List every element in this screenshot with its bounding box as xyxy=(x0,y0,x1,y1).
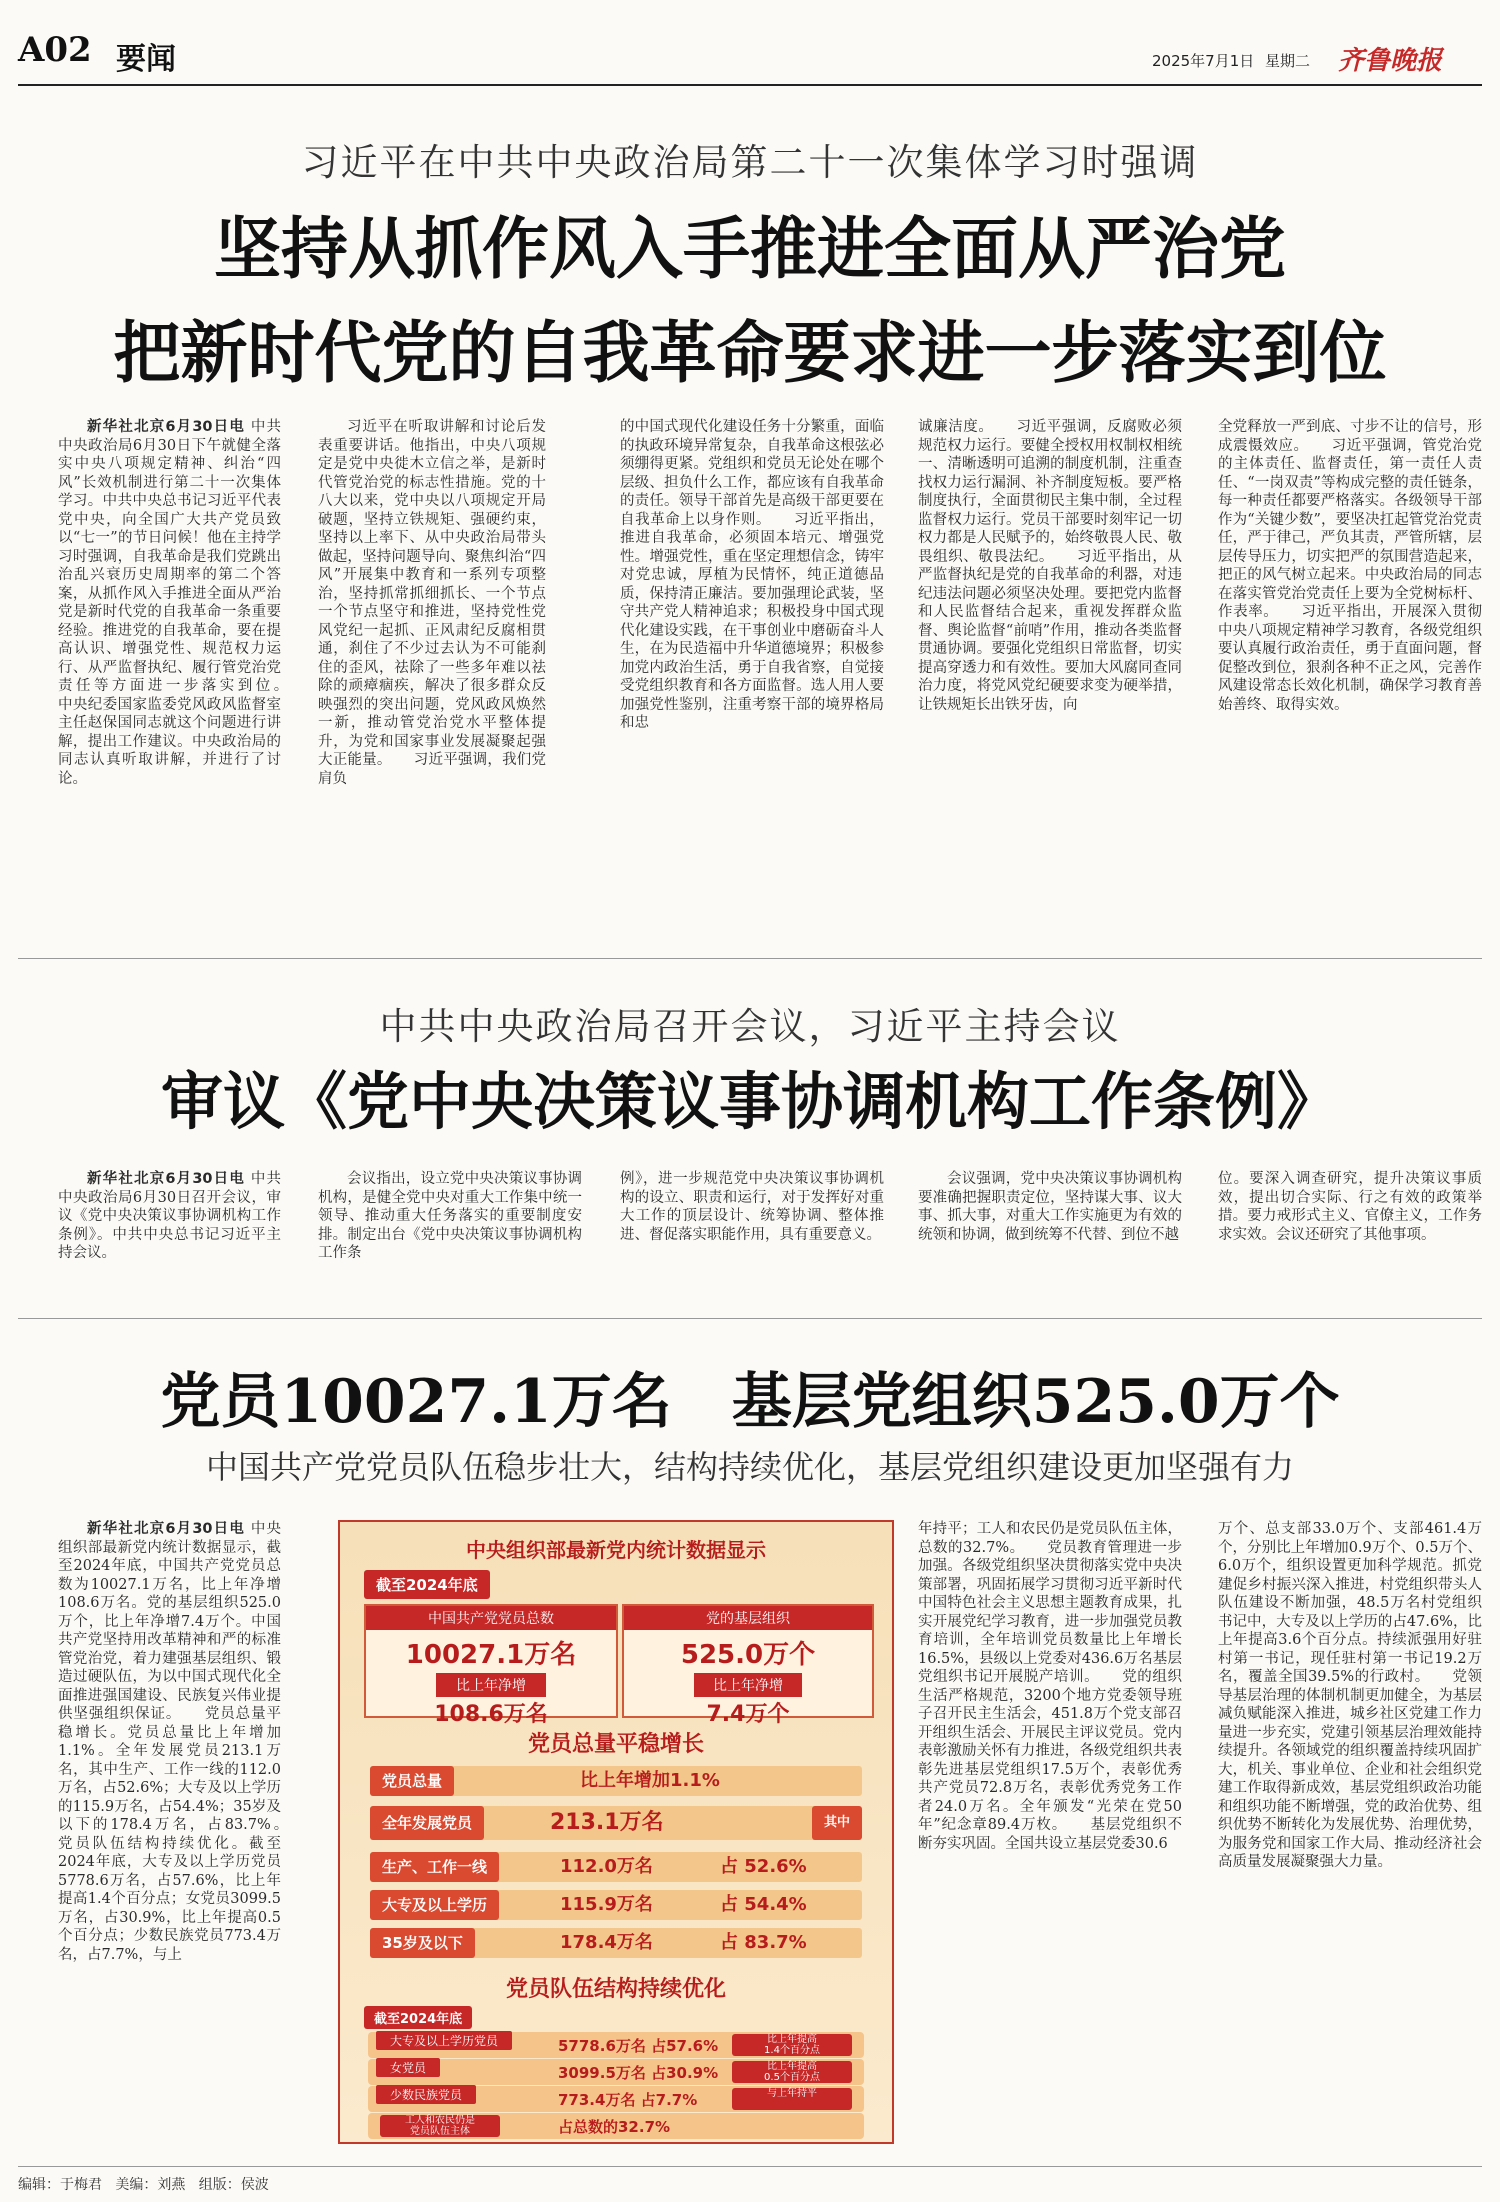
structure-pill-label: 少数民族党员 xyxy=(376,2085,476,2104)
total-growth-row xyxy=(370,1766,862,1796)
structure-pill xyxy=(368,2086,864,2112)
dev-breakdown-label: 35岁及以下 xyxy=(370,1928,475,1958)
members-total-box xyxy=(364,1604,618,1727)
story2-col5-text: 位。要深入调查研究，提升决策议事质效，提出切合实际、行之有效的政策举措。要力戒形式主义、官僚主义，工作务求实效。会议还研究了其他事项。 xyxy=(1218,1171,1482,1243)
band-structure: 党员队伍结构持续优化 xyxy=(505,1977,726,2002)
dev-breakdown-label: 大专及以上学历 xyxy=(370,1890,499,1920)
story3-column-3 xyxy=(918,1520,1182,2160)
stats-infographic xyxy=(338,1520,894,2144)
page-number: A02 xyxy=(18,30,92,70)
structure-pill-label: 女党员 xyxy=(376,2058,440,2077)
structure-pill-value: 773.4万名 占7.7% xyxy=(558,2091,698,2109)
dev-members-value: 213.1万名 xyxy=(550,1810,664,1835)
dev-breakdown-pct: 占 54.4% xyxy=(720,1894,807,1915)
story2-column-2 xyxy=(318,1170,582,1300)
orgs-total-value: 525.0万个 xyxy=(680,1640,816,1670)
masthead-rule xyxy=(18,84,1482,86)
total-growth-value: 比上年增加1.1% xyxy=(580,1770,720,1791)
story1-headline-2: 把新时代党的自我革命要求进一步落实到位 xyxy=(113,313,1387,392)
dev-members-label: 全年发展党员 xyxy=(370,1806,484,1840)
infographic-title: 中央组织部最新党内统计数据显示 xyxy=(466,1538,766,1562)
issue-weekday: 星期二 xyxy=(1265,52,1311,70)
dev-breakdown-value: 178.4万名 xyxy=(560,1932,653,1953)
story2-col1-text: 中共中央政治局6月30日召开会议，审议《党中央决策议事协调机构工作条例》。中共中央总书记习近平主持会议。 xyxy=(58,1171,282,1261)
dev-breakdown-pct: 占 52.6% xyxy=(720,1856,807,1877)
story1-col1-text: 中共中央政治局6月30日下午就健全落实中央八项规定精神、纠治“四风”长效机制进行第二十一次集体学习。中共中央总书记习近平代表党中央，向全国广大共产党员致以“七一”的节日问候！他在主持学习时强调，自我革命是我们党跳出治乱兴衰历史周期率的第二个答案，从抓作风入手推进全面从严治党是新时代党的自我革命一条重要经验。推进党的自我革命，要在提高认识、增强党性、规范权力运行、从严监督执纪、履行管党治党责任等方面进一步落实到位。 中央纪委国家监委党风政风监督室主任赵保国同志就这个问题进行讲解，提出工作建议。中央政治局的同志认真听取讲解，并进行了讨论。 xyxy=(58,419,310,787)
orgs-increase-value: 7.4万个 xyxy=(706,1702,790,1727)
divider-2 xyxy=(18,1318,1482,1319)
workers-farmers-pill xyxy=(368,2113,864,2139)
members-increase-label: 比上年净增 xyxy=(436,1673,546,1697)
structure-pill xyxy=(368,2059,864,2085)
story1-column-1 xyxy=(58,418,310,938)
dev-members-row xyxy=(370,1806,862,1840)
story2-col2-text: 会议指出，设立党中央决策议事协调机构，是健全党中央对重大工作集中统一领导、推动重大任务落实的重要制度安排。制定出台《党中央决策议事协调机构工作条 xyxy=(318,1171,582,1261)
story3-subhead: 中国共产党党员队伍稳步壮大，结构持续优化，基层党组织建设更加坚强有力 xyxy=(205,1448,1294,1486)
story1-column-3 xyxy=(620,418,884,938)
story1-headline-1: 坚持从抓作风入手推进全面从严治党 xyxy=(214,209,1286,288)
story2-col3-text: 例》，进一步规范党中央决策议事协调机构的设立、职责和运行，对于发挥好对重大工作的顶层设计、统筹协调、整体推进、督促落实职能作用，具有重要意义。 xyxy=(620,1171,884,1243)
credit-editor: 编辑：于梅君 xyxy=(18,2177,102,2193)
story3-col1-text: 中央组织部最新党内统计数据显示，截至2024年底，中国共产党党员总数为10027.1万名，比上年净增108.6万名。党的基层组织525.0万个，比上年净增7.4万个。中国共产党坚持用改革精神和严的标准管党治党，着力建强基层组织、锻造过硬队伍，为以中国式现代化全面推进强国建设、民族复兴伟业提供坚强组织保证。 党员总量平稳增长。党员总量比上年增加1.1%。全年发展党员213.1万名，其中生产、工作一线的112.0万名，占52.6%；大专及以上学历的115.9万名，占54.4%；35岁及以下的178.4万名，占83.7%。 党员队伍结构持续优化。截至2024年底，大专及以上学历党员5778.6万名，占57.6%，比上年提高1.4个百分点；女党员3099.5万名，占30.9%，比上年提高0.5个百分点；少数民族党员773.4万名，占7.7%，与上 xyxy=(58,1521,310,1963)
asof-tag-1: 截至2024年底 xyxy=(364,1570,490,1599)
story3-col2-text: 年持平；工人和农民仍是党员队伍主体，总数的32.7%。 党员教育管理进一步加强。各级党组织坚决贯彻落实党中央决策部署，巩固拓展学习贯彻习近平新时代中国特色社会主义思想主题教育成果，扎实开展党纪学习教育，进一步加强党员教育培训，全年培训党员数量比上年增长16.5%，县级以上党委对436.6万名基层党组织书记开展脱产培训。 党的组织生活严格规范，3200个地方党委领导班子召开民主生活会，451.8万个党支部召开组织生活会、开展民主评议党员。党内表彰激励关怀有力推进，各级党组织共表彰先进基层党组织17.5万个，表彰优秀共产党员72.8万名，表彰优秀党务工作者24.0万名。全年颁发“光荣在党50年”纪念章89.4万枚。 基层党组织不断夯实巩固。全国共设立基层党委30.6 xyxy=(918,1521,1182,1852)
total-growth-label: 党员总量 xyxy=(370,1766,454,1796)
dev-breakdown-row xyxy=(370,1852,862,1882)
story2-byline: 新华社北京6月30日电 xyxy=(87,1171,246,1187)
dev-breakdown-pct: 占 83.7% xyxy=(720,1932,807,1953)
story3-column-1 xyxy=(58,1520,310,2160)
members-increase-value: 108.6万名 xyxy=(434,1702,548,1727)
story2-column-1 xyxy=(58,1170,281,1300)
dev-breakdown-row xyxy=(370,1928,862,1958)
story2-col4-text: 会议强调，党中央决策议事协调机构要准确把握职责定位，坚持谋大事、议大事、抓大事，对重大工作实施更为有效的统领和协调，做到统筹不代替、到位不越 xyxy=(918,1171,1182,1243)
orgs-total-label: 党的基层组织 xyxy=(624,1606,872,1630)
story1-col3-text: 的中国式现代化建设任务十分繁重，面临的执政环境异常复杂，自我革命这根弦必须绷得更紧。党组织和党员无论处在哪个层级、担负什么工作，都应该有自我革命的责任。领导干部首先是高级干部更要在自我革命上以身作则。 习近平指出，推进自我革命，必须固本培元、增强党性。增强党性，重在坚定理想信念，铸牢对党忠诚，厚植为民情怀，纯正道德品质，保持清正廉洁。要加强理论武装，坚守共产党人精神追求；积极投身中国式现代化建设实践，在干事创业中磨砺奋斗人生，在为民造福中升华道德境界；积极参加党内政治生活，勇于自我省察，自觉接受党组织教育和各方面监督。选人用人要加强党性鉴别，注重考察干部的境界格局和忠 xyxy=(620,419,884,731)
structure-pill-value: 5778.6万名 占57.6% xyxy=(558,2037,719,2055)
story2-column-4 xyxy=(918,1170,1182,1300)
dev-members-side: 其中 xyxy=(812,1806,862,1840)
orgs-total-box xyxy=(622,1604,874,1727)
dev-breakdown-row xyxy=(370,1890,862,1920)
dev-breakdown-value: 112.0万名 xyxy=(560,1856,653,1877)
structure-pill xyxy=(368,2032,864,2058)
divider-1 xyxy=(18,958,1482,959)
story3-column-4 xyxy=(1218,1520,1482,2160)
story1-column-2 xyxy=(318,418,546,938)
structure-pill-value: 3099.5万名 占30.9% xyxy=(558,2064,719,2082)
workers-farmers-label: 工人和农民仍是 党员队伍主体 xyxy=(380,2115,500,2137)
structure-pill-change: 比上年提高 0.5个百分点 xyxy=(732,2061,852,2083)
issue-date: 2025年7月1日 xyxy=(1152,52,1255,70)
credit-designer: 美编：刘燕 xyxy=(115,2177,186,2193)
asof-tag-2: 截至2024年底 xyxy=(364,2006,472,2029)
credit-proof: 组版：侯波 xyxy=(198,2177,269,2193)
story2-column-3 xyxy=(620,1170,884,1300)
story1-column-4 xyxy=(918,418,1182,938)
members-total-label: 中国共产党党员总数 xyxy=(366,1606,616,1630)
story1-col2-text: 习近平在听取讲解和讨论后发表重要讲话。他指出，中央八项规定是党中央徙木立信之举，是新时代管党治党的标志性措施。党的十八大以来，党中央以八项规定开局破题，坚持立铁规矩、强硬约束，坚持以上率下、从中央政治局带头做起，坚持问题导向、聚焦纠治“四风”开展集中教育和一系列专项整治，坚持抓常抓细抓长、一个节点一个节点坚守和推进，坚持党性党风党纪一起抓、正风肃纪反腐相贯通，刹住了不少过去认为不可能刹住的歪风，祛除了一些多年难以祛除的顽瘴痼疾，解决了很多群众反映强烈的突出问题，党风政风焕然一新，推动管党治党水平整体提升，为党和国家事业发展凝聚起强大正能量。 习近平强调，我们党肩负 xyxy=(318,419,546,787)
story2-kicker: 中共中央政治局召开会议，习近平主持会议 xyxy=(379,1005,1121,1048)
story1-col4-text: 诚廉洁度。 习近平强调，反腐败必须规范权力运行。要健全授权用权制权相统一、清晰透明可追溯的制度机制，注重查找权力运行漏洞、补齐制度短板。要严格制度执行，全面贯彻民主集中制，全过程监督权力运行。党员干部要时刻牢记一切权力都是人民赋予的，始终敬畏人民、敬畏组织、敬畏法纪。 习近平指出，从严监督执纪是党的自我革命的利器，对违纪违法问题必须坚决处理。要把党内监督和人民监督结合起来，重视发挥群众监督、舆论监督“前哨”作用，推动各类监督贯通协调。要强化党组织日常监督，切实提高穿透力和有效性。要加大风腐同查同治力度，将党风党纪硬要求变为硬举措，让铁规矩长出铁牙齿，向 xyxy=(918,419,1182,713)
paper-logo: 齐鲁晚报 xyxy=(1338,46,1443,76)
credits xyxy=(18,2174,269,2194)
orgs-increase-label: 比上年净增 xyxy=(694,1673,802,1697)
story1-kicker: 习近平在中共中央政治局第二十一次集体学习时强调 xyxy=(301,141,1199,184)
structure-pill-label: 大专及以上学历党员 xyxy=(376,2031,512,2050)
structure-pill-change: 与上年持平 xyxy=(732,2088,852,2110)
workers-farmers-value: 占总数的32.7% xyxy=(558,2118,671,2136)
story1-byline: 新华社北京6月30日电 xyxy=(87,419,246,435)
story3-headline: 党员10027.1万名 基层党组织525.0万个 xyxy=(160,1367,1340,1437)
story3-col3-text: 万个、总支部33.0万个、支部461.4万个，分别比上年增加0.9万个、0.5万个、6.0万个，组织设置更加科学规范。抓党建促乡村振兴深入推进，村党组织带头人队伍建设不断加强，48.5万名村党组织书记中，大专及以上学历的占47.6%，比上年提高3.6个百分点。持续派强用好驻村第一书记，现任驻村第一书记19.2万名，覆盖全国39.5%的行政村。 党领导基层治理的体制机制更加健全，为基层减负赋能深入推进，城乡社区党建工作力量进一步充实，党建引领基层治理效能持续提升。各领域党的组织覆盖持续巩固扩大，机关、事业单位、企业和社会组织党建工作取得新成效，基层党组织政治功能和组织功能不断增强，党的政治优势、组织优势不断转化为发展优势、治理优势，为服务党和国家工作大局、推动经济社会高质量发展凝聚强大力量。 xyxy=(1218,1521,1482,1870)
story1-column-5 xyxy=(1218,418,1482,938)
story3-byline: 新华社北京6月30日电 xyxy=(87,1521,246,1537)
story2-headline: 审议《党中央决策议事协调机构工作条例》 xyxy=(160,1065,1339,1138)
story1-col5-text: 全党释放一严到底、寸步不让的信号，形成震慑效应。 习近平强调，管党治党的主体责任、监督责任，第一责任人责任、“一岗双责”等构成完整的责任链条，每一种责任都要严格落实。各级领导干部作为“关键少数”，要坚决扛起管党治党责任，严于律己，严负其责，严管所辖，层层传导压力，切实把严的氛围营造起来，把正的风气树立起来。中央政治局的同志在落实管党治党责任上要为全党树标杆、作表率。 习近平指出，开展深入贯彻中央八项规定精神学习教育，各级党组织要认真履行政治责任，勇于直面问题，督促整改到位，狠刹各种不正之风，完善作风建设常态长效化机制，确保学习教育善始善终、取得实效。 xyxy=(1218,419,1482,713)
structure-pill-change: 比上年提高 1.4个百分点 xyxy=(732,2034,852,2056)
footer-rule xyxy=(18,2166,1482,2167)
dev-breakdown-label: 生产、工作一线 xyxy=(370,1852,499,1882)
members-total-value: 10027.1万名 xyxy=(405,1640,577,1670)
section-name: 要闻 xyxy=(116,42,176,77)
band-total-growth: 党员总量平稳增长 xyxy=(527,1732,704,1757)
story2-column-5 xyxy=(1218,1170,1482,1300)
dev-breakdown-value: 115.9万名 xyxy=(560,1894,653,1915)
